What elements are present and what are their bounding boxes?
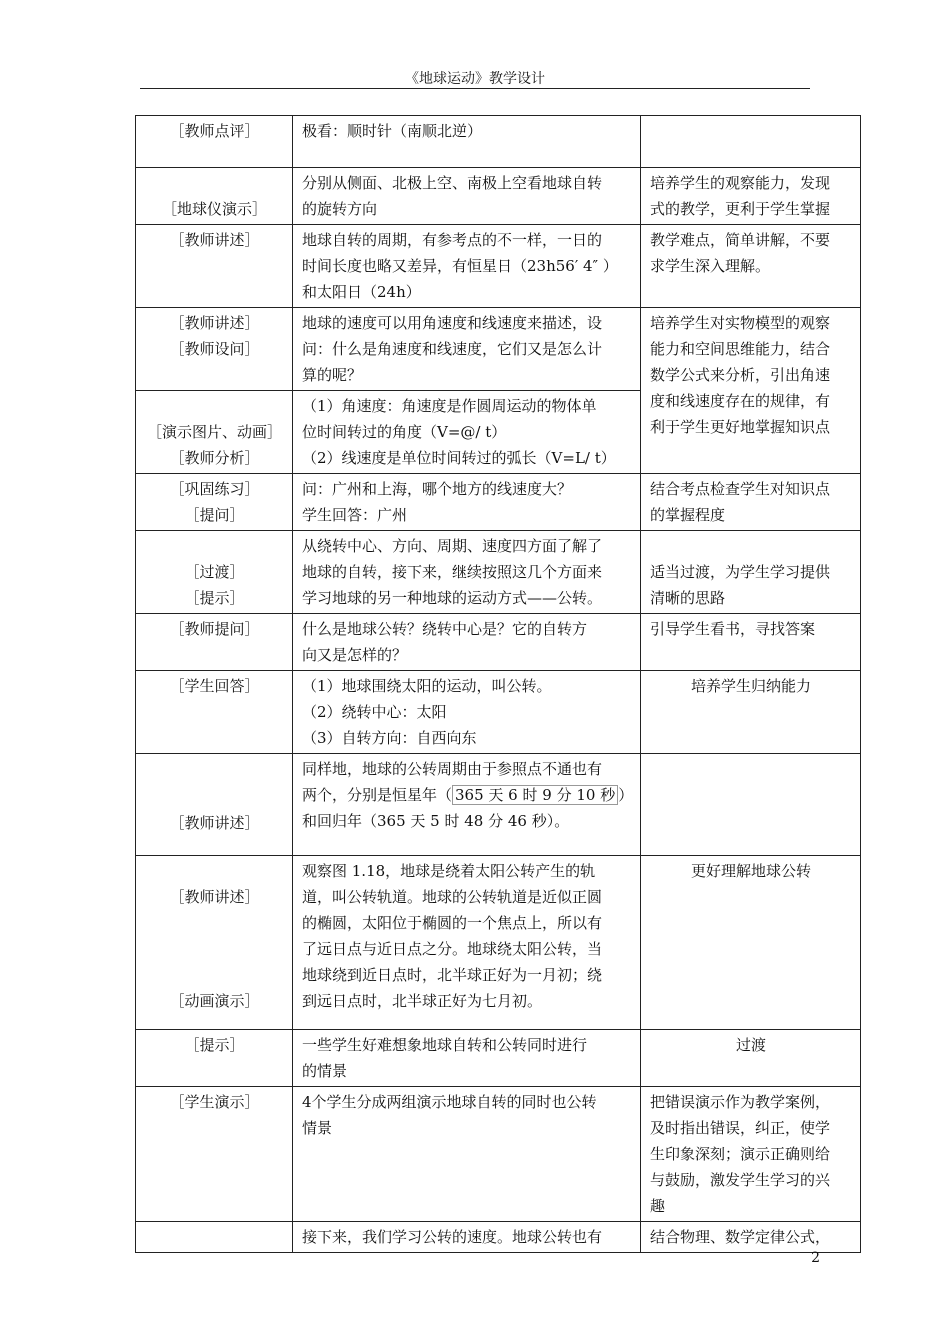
content-cell [293, 474, 641, 531]
row-label-cell [136, 308, 293, 391]
row-label-cell [136, 391, 293, 474]
note-line: 培养学生归纳能力 [690, 677, 811, 695]
content-cell [293, 116, 641, 168]
content-line: 位时间转过的角度（V=@/ t） [302, 423, 507, 441]
content-line: 地球绕到近日点时，北半球正好为一月初；绕 [302, 966, 603, 984]
content-line: 和回归年（365 天 5 时 48 分 46 秒）。 [302, 812, 570, 830]
content-line: 情景 [302, 1119, 333, 1137]
content-line: 地球的自转，接下来，继续按照这几个方面来 [302, 563, 603, 581]
note-line: 与鼓励，激发学生学习的兴 [650, 1171, 831, 1189]
table-row [136, 531, 861, 614]
note-line: 结合物理、数学定律公式， [650, 1228, 831, 1246]
content-line: 的旋转方向 [302, 200, 378, 218]
table-row [136, 1030, 861, 1087]
row-label: ［教师讲述］ [169, 888, 260, 906]
table-row [136, 1222, 861, 1253]
note-line: 教学难点，简单讲解，不要 [650, 231, 831, 249]
note-line: 过渡 [735, 1036, 766, 1054]
note-line: 更好理解地球公转 [690, 862, 811, 880]
row-label: ［演示图片、动画］ [146, 423, 282, 441]
content-line: 时间长度也略又差异，有恒星日（23h56′ 4″ ） [302, 257, 618, 275]
row-label: ［提示］ [184, 1036, 245, 1054]
table-row [136, 308, 861, 391]
content-cell [293, 671, 641, 754]
page-number: 2 [811, 1250, 820, 1266]
header-rule [140, 88, 810, 89]
row-label: ［地球仪演示］ [161, 200, 267, 218]
row-label-cell [136, 225, 293, 308]
content-line: 向又是怎样的？ [302, 646, 408, 664]
content-line: 的情景 [302, 1062, 348, 1080]
lesson-plan-table [135, 115, 861, 1253]
note-line: 利于学生更好地掌握知识点 [650, 418, 831, 436]
content-line: 学习地球的另一种地球的运动方式——公转。 [302, 589, 603, 607]
row-label: ［过渡］ [184, 563, 245, 581]
content-cell [293, 856, 641, 1030]
row-label-cell [136, 1087, 293, 1222]
table-row [136, 614, 861, 671]
row-label-cell [136, 856, 293, 1030]
content-cell [293, 225, 641, 308]
note-line: 度和线速度存在的规律，有 [650, 392, 831, 410]
note-cell [641, 531, 861, 614]
table-row [136, 474, 861, 531]
note-line: 适当过渡，为学生学习提供 [650, 563, 831, 581]
sidereal-year-value: 365 天 6 时 9 分 10 秒 [452, 785, 618, 805]
note-cell [641, 754, 861, 856]
note-line: 式的教学，更利于学生掌握 [650, 200, 831, 218]
content-line: 学生回答：广州 [302, 506, 408, 524]
note-cell [641, 671, 861, 754]
content-line: 从绕转中心、方向、周期、速度四方面了解了 [302, 537, 603, 555]
content-line: 地球的速度可以用角速度和线速度来描述，设 [302, 314, 603, 332]
row-label: ［教师设问］ [169, 340, 260, 358]
row-label: ［学生回答］ [169, 677, 260, 695]
note-line: 能力和空间思维能力，结合 [650, 340, 831, 358]
row-label-cell [136, 754, 293, 856]
note-cell [641, 1030, 861, 1087]
content-line: 的椭圆，太阳位于椭圆的一个焦点上，所以有 [302, 914, 603, 932]
note-cell [641, 1087, 861, 1222]
note-line: 培养学生的观察能力，发现 [650, 174, 831, 192]
content-line: （2）线速度是单位时间转过的弧长（V=L/ t） [302, 449, 616, 467]
content-line: （1）角速度：角速度是作圆周运动的物体单 [302, 397, 597, 415]
content-cell [293, 1030, 641, 1087]
note-cell [641, 116, 861, 168]
row-label: ［动画演示］ [169, 992, 260, 1010]
content-line: 极看：顺时针（南顺北逆） [302, 122, 483, 140]
content-line: 地球自转的周期，有参考点的不一样，一日的 [302, 231, 603, 249]
note-cell [641, 225, 861, 308]
row-label: ［教师点评］ [169, 122, 260, 140]
note-cell [641, 856, 861, 1030]
document-header-title: 《地球运动》教学设计 [405, 71, 545, 87]
content-line: 道，叫公转轨道。地球的公转轨道是近似正圆 [302, 888, 603, 906]
note-cell [641, 308, 861, 474]
note-line: 及时指出错误，纠正，使学 [650, 1119, 831, 1137]
table-row [136, 1087, 861, 1222]
table-row [136, 671, 861, 754]
content-line: 和太阳日（24h） [302, 283, 421, 301]
content-text: 两个，分别是恒星年（ [302, 786, 453, 804]
content-line: （1）地球围绕太阳的运动，叫公转。 [302, 677, 552, 695]
row-label-cell [136, 1030, 293, 1087]
table-row [136, 116, 861, 168]
table-row [136, 856, 861, 1030]
content-line [302, 782, 632, 808]
row-label: ［教师讲述］ [169, 231, 260, 249]
note-line: 的掌握程度 [650, 506, 726, 524]
row-label: ［学生演示］ [169, 1093, 260, 1111]
content-cell [293, 168, 641, 225]
content-line: 同样地，地球的公转周期由于参照点不通也有 [302, 760, 603, 778]
row-label-cell [136, 168, 293, 225]
content-line: 了远日点与近日点之分。地球绕太阳公转，当 [302, 940, 603, 958]
content-line: 算的呢？ [302, 366, 363, 384]
note-line: 清晰的思路 [650, 589, 726, 607]
content-cell [293, 531, 641, 614]
note-line: 把错误演示作为教学案例， [650, 1093, 831, 1111]
note-line: 求学生深入理解。 [650, 257, 771, 275]
note-cell [641, 168, 861, 225]
note-line: 趣 [650, 1197, 666, 1215]
row-label: ［教师提问］ [169, 620, 260, 638]
content-cell [293, 754, 641, 856]
content-cell [293, 614, 641, 671]
row-label-cell [136, 1222, 293, 1253]
note-line: 培养学生对实物模型的观察 [650, 314, 831, 332]
note-cell [641, 474, 861, 531]
content-line: 问：什么是角速度和线速度，它们又是怎么计 [302, 340, 603, 358]
row-label: ［教师分析］ [169, 449, 260, 467]
content-line: 问：广州和上海，哪个地方的线速度大？ [302, 480, 573, 498]
content-cell [293, 391, 641, 474]
note-line: 引导学生看书，寻找答案 [650, 620, 816, 638]
table-row [136, 225, 861, 308]
content-line: 分别从侧面、北极上空、南极上空看地球自转 [302, 174, 603, 192]
row-label: ［提问］ [184, 506, 245, 524]
content-line: 观察图 1.18，地球是绕着太阳公转产生的轨 [302, 862, 596, 880]
note-cell [641, 614, 861, 671]
row-label-cell [136, 474, 293, 531]
content-line: 一些学生好难想象地球自转和公转同时进行 [302, 1036, 588, 1054]
row-label: ［教师讲述］ [169, 314, 260, 332]
content-cell [293, 1222, 641, 1253]
row-label: ［教师讲述］ [169, 814, 260, 832]
content-line: 4个学生分成两组演示地球自转的同时也公转 [302, 1093, 597, 1111]
row-label-cell [136, 531, 293, 614]
table-row [136, 168, 861, 225]
note-line: 结合考点检查学生对知识点 [650, 480, 831, 498]
note-line: 生印象深刻；演示正确则给 [650, 1145, 831, 1163]
row-label: ［巩固练习］ [169, 480, 260, 498]
content-cell [293, 308, 641, 391]
content-line: 到远日点时，北半球正好为七月初。 [302, 992, 543, 1010]
content-line: （3）自转方向：自西向东 [302, 729, 477, 747]
content-line: （2）绕转中心：太阳 [302, 703, 447, 721]
content-text: ） [618, 786, 634, 804]
row-label: ［提示］ [184, 589, 245, 607]
table-row [136, 754, 861, 856]
content-line: 什么是地球公转？绕转中心是？它的自转方 [302, 620, 588, 638]
note-line: 数学公式来分析，引出角速 [650, 366, 831, 384]
row-label-cell [136, 614, 293, 671]
note-cell [641, 1222, 861, 1253]
content-line: 接下来，我们学习公转的速度。地球公转也有 [302, 1228, 603, 1246]
content-cell [293, 1087, 641, 1222]
row-label-cell [136, 671, 293, 754]
row-label-cell [136, 116, 293, 168]
